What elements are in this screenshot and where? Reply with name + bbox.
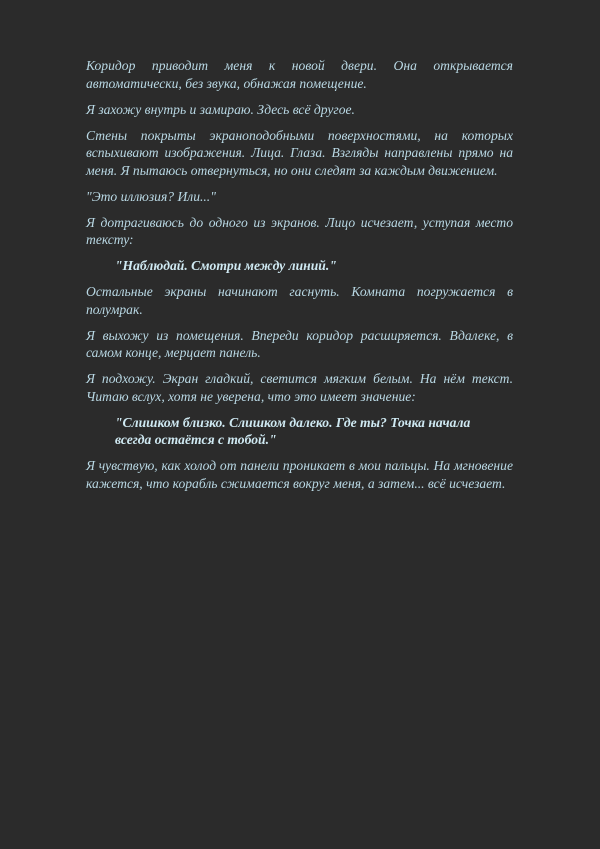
paragraph-screens-fade: Остальные экраны начинают гаснуть. Комната погружается в полумрак.	[86, 284, 513, 317]
paragraph-cold-panel: Я чувствую, как холод от панели проникает в мои пальцы. На мгновение кажется, что корабль сжимается вокруг меня, а затем... всё исчезает.	[86, 458, 513, 491]
paragraph-illusion: "Это иллюзия? Или..."	[86, 188, 216, 204]
paragraph-enter-room: Я захожу внутрь и замираю. Здесь всё другое.	[86, 101, 355, 117]
paragraph-exit-room: Я выхожу из помещения. Впереди коридор расширяется. Вдалеке, в самом конце, мерцает панель.	[86, 327, 513, 360]
paragraph-touch-screen: Я дотрагиваюсь до одного из экранов. Лицо исчезает, уступая место тексту:	[86, 214, 513, 247]
story-page	[86, 57, 513, 501]
paragraph-screens: Стены покрыты экраноподобными поверхностями, на которых вспыхивают изображения. Лица. Глаза. Взгляды направлены прямо на меня. Я пытаюсь отвернуться, но они следят за каждым движением.	[86, 127, 513, 178]
quote-observe: "Наблюдай. Смотри между линий."	[115, 258, 337, 273]
quote-too-close: "Слишком близко. Слишком далеко. Где ты? Точка начала всегда остаётся с тобой."	[115, 414, 471, 447]
paragraph-approach-panel: Я подхожу. Экран гладкий, светится мягким белым. На нём текст. Читаю вслух, хотя не уверена, что это имеет значение:	[86, 371, 513, 404]
paragraph-corridor-door: Коридор приводит меня к новой двери. Она открывается автоматически, без звука, обнажая помещение.	[86, 58, 513, 91]
